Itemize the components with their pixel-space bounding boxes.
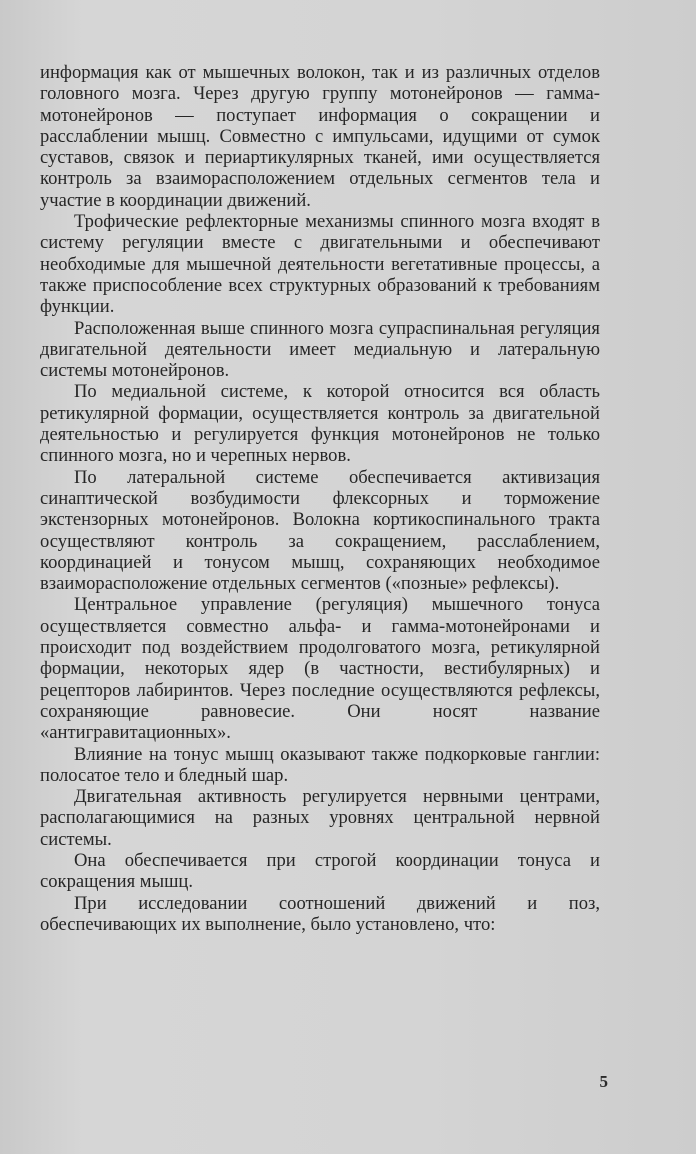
page-number: 5 — [599, 1072, 608, 1091]
paragraph-5: По латеральной системе обеспечивается активизация синаптической возбудимости флексорных и торможение экстензорных мотонейронов. Волокна кортикоспинального тракта осуществляют контроль за сокращением, расслаблением, координацией и тонусом мышц, сохраняющих необходимое взаиморасположение отдельных сегментов («позные» рефлексы). — [40, 466, 600, 595]
paragraph-10: При исследовании соотношений движений и поз, обеспечивающих их выполнение, было установлено, что: — [40, 892, 600, 935]
paragraph-2: Трофические рефлекторные механизмы спинного мозга входят в систему регуляции вместе с двигательными и обеспечивают необходимые для мышечной деятельности вегетативные процессы, а также приспособление всех структурных образований к требованиям функции. — [40, 211, 600, 318]
paragraph-6: Центральное управление (регуляция) мышечного тонуса осуществляется совместно альфа- и гамма-мотонейронами и происходит под воздействием продолговатого мозга, ретикулярной формации, некоторых ядер (в частности, вестибулярных) и рецепторов лабиринтов. Через последние осуществляются рефлексы, сохраняющие равновесие. Они носят название «антигравитационных». — [40, 594, 600, 744]
paragraph-1: информация как от мышечных волокон, так и из различных отделов головного мозга. Через другую группу мотонейронов — гамма-мотонейронов — поступает информация о сокращении и расслаблении мышц. Совместно с импульсами, идущими от сумок суставов, связок и периартикулярных тканей, ими осуществляется контроль за взаиморасположением отдельных сегментов тела и участие в координации движений. — [40, 62, 600, 211]
body-text — [40, 62, 600, 935]
paragraph-4: По медиальной системе, к которой относится вся область ретикулярной формации, осуществляется контроль за двигательной деятельностью и регулируется функция мотонейронов не только спинного мозга, но и черепных нервов. — [40, 381, 600, 467]
paragraph-7: Влияние на тонус мышц оказывают также подкорковые ганглии: полосатое тело и бледный шар. — [40, 743, 600, 786]
paragraph-3: Расположенная выше спинного мозга супраспинальная регуляция двигательной деятельности имеет медиальную и латеральную системы мотонейронов. — [40, 317, 600, 382]
paragraph-9: Она обеспечивается при строгой координации тонуса и сокращения мышц. — [40, 849, 600, 893]
paragraph-8: Двигательная активность регулируется нервными центрами, располагающимися на разных уровнях центральной нервной системы. — [40, 786, 600, 850]
